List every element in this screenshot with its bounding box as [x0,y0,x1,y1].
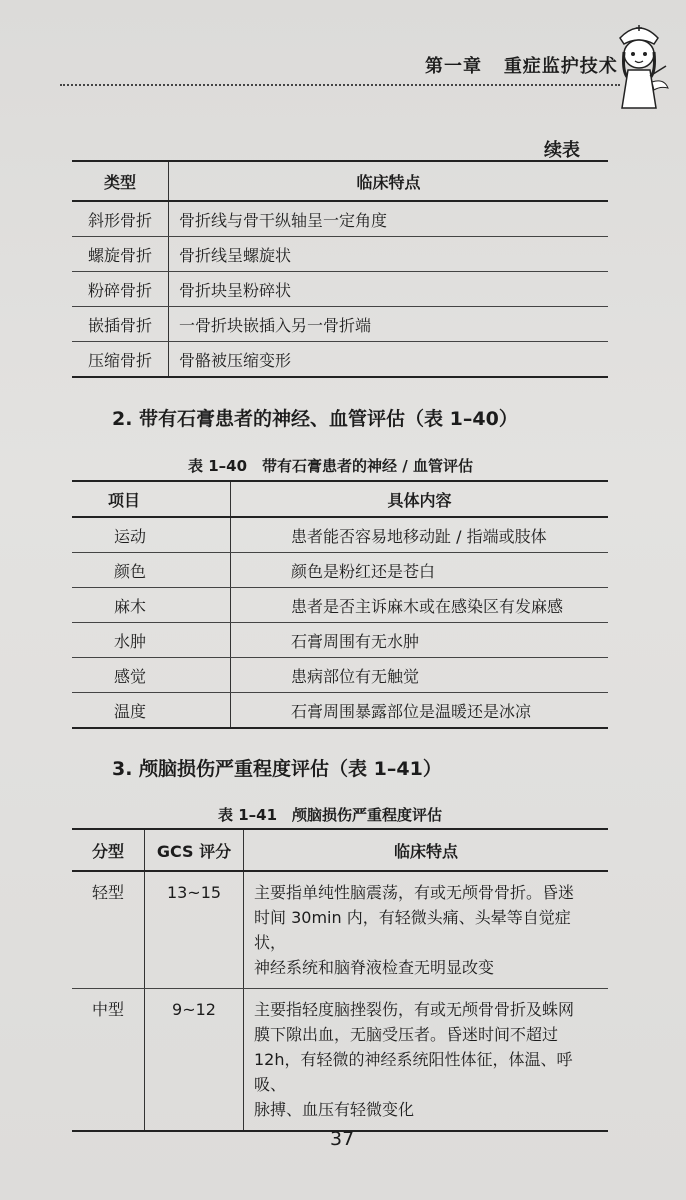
clinical-feature-cell: 骨折线呈螺旋状 [169,237,609,272]
assessment-item-cell: 麻木 [72,588,231,623]
assessment-detail-cell: 石膏周围暴露部位是温暖还是冰凉 [231,693,609,729]
assessment-item-cell: 颜色 [72,553,231,588]
gcs-score-cell: 13~15 [145,871,244,989]
assessment-detail-cell: 石膏周围有无水肿 [231,623,609,658]
clinical-feature-cell [244,989,609,1132]
table-row [72,623,608,658]
clinical-feature-cell [244,871,609,989]
table-caption: 表 1–41 颅脑损伤严重程度评估 [218,806,443,824]
cast-assessment-table [72,480,608,729]
clinical-feature-cell: 一骨折块嵌插入另一骨折端 [169,307,609,342]
fracture-type-cell: 压缩骨折 [72,342,169,378]
clinical-feature-cell: 骨折块呈粉碎状 [169,272,609,307]
continued-table-label: 续表 [544,140,580,161]
injury-type-cell: 轻型 [72,871,145,989]
assessment-detail-cell: 患病部位有无触觉 [231,658,609,693]
table-header-row [72,829,608,871]
fracture-type-cell: 粉碎骨折 [72,272,169,307]
table-row [72,201,608,237]
table-row [72,989,608,1132]
section-heading: 3. 颅脑损伤严重程度评估（表 1–41） [112,758,442,780]
text-line: 脉搏、血压有轻微变化 [254,1100,415,1119]
fracture-type-cell: 斜形骨折 [72,201,169,237]
table-row [72,693,608,729]
table-row [72,272,608,307]
fracture-type-cell: 螺旋骨折 [72,237,169,272]
column-header: 临床特点 [169,161,609,201]
column-header: GCS 评分 [145,829,244,871]
column-header: 临床特点 [244,829,609,871]
assessment-detail-cell: 患者是否主诉麻木或在感染区有发麻感 [231,588,609,623]
text-line: 主要指轻度脑挫裂伤，有或无颅骨骨折及蛛网 [254,1000,575,1019]
clinical-feature-cell: 骨折线与骨干纵轴呈一定角度 [169,201,609,237]
text-line: 时间 30min 内，有轻微头痛、头晕等自觉症状， [254,908,571,952]
column-header: 项目 [72,481,231,517]
table-header-row [72,481,608,517]
fracture-type-table [72,160,608,378]
table-row [72,342,608,378]
assessment-detail-cell: 患者能否容易地移动趾 / 指端或肢体 [231,517,609,553]
column-header: 类型 [72,161,169,201]
header-divider [60,84,620,86]
assessment-item-cell: 感觉 [72,658,231,693]
assessment-item-cell: 温度 [72,693,231,729]
fracture-type-cell: 嵌插骨折 [72,307,169,342]
text-line: 主要指单纯性脑震荡，有或无颅骨骨折。昏迷 [254,883,575,902]
text-line: 膜下隙出血，无脑受压者。昏迷时间不超过 [254,1025,559,1044]
table-row [72,307,608,342]
table-header-row [72,161,608,201]
text-line: 神经系统和脑脊液检查无明显改变 [254,958,495,977]
table-row [72,553,608,588]
chapter-title: 重症监护技术 [503,56,618,77]
table-row [72,517,608,553]
table-row [72,658,608,693]
table-row [72,237,608,272]
table-caption: 表 1–40 带有石膏患者的神经 / 血管评估 [188,457,473,475]
running-header [425,52,618,78]
assessment-item-cell: 运动 [72,517,231,553]
page-number: 37 [330,1128,355,1150]
column-header: 具体内容 [231,481,609,517]
clinical-feature-cell: 骨骼被压缩变形 [169,342,609,378]
chapter-number: 第一章 [425,56,482,77]
section-heading: 2. 带有石膏患者的神经、血管评估（表 1–40） [112,408,518,430]
table-row [72,871,608,989]
assessment-detail-cell: 颜色是粉红还是苍白 [231,553,609,588]
table-row [72,588,608,623]
assessment-item-cell: 水肿 [72,623,231,658]
nurse-mascot-icon [608,16,670,116]
gcs-score-cell: 9~12 [145,989,244,1132]
column-header: 分型 [72,829,145,871]
injury-type-cell: 中型 [72,989,145,1132]
brain-injury-severity-table [72,828,608,1132]
text-line: 12h，有轻微的神经系统阳性体征，体温、呼吸、 [254,1050,573,1094]
